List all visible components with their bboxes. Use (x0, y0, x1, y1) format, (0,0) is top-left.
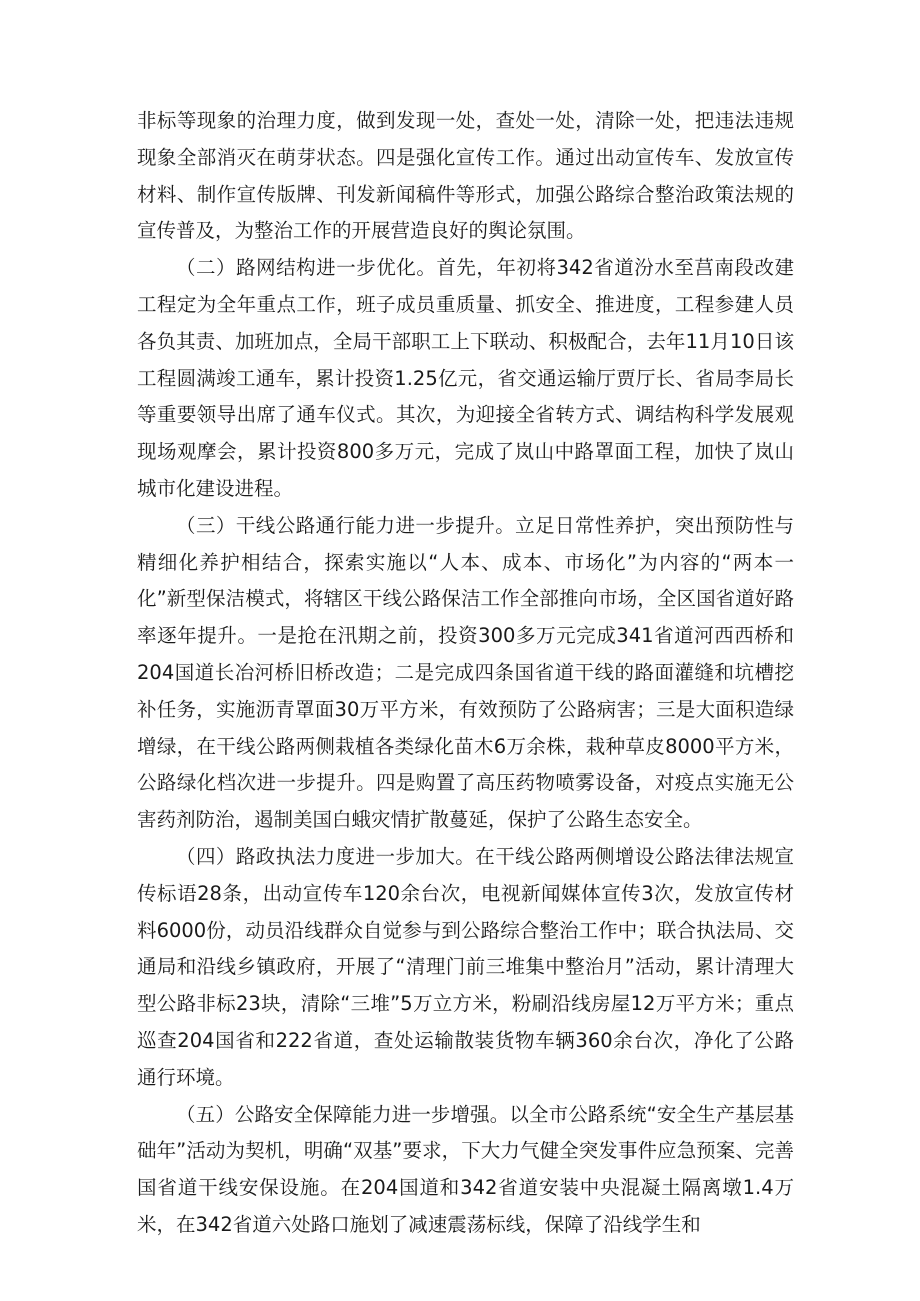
paragraph-safety: （五）公路安全保障能力进一步增强。以全市公路系统“安全生产基层基础年”活动为契机，明确“双基”要求，下大力气健全突发事件应急预案、完善国省道干线安保设施。在204国道和342省道安装中央混凝土隔离墩1.4万米，在342省道六处路口施划了减速震荡标线，保障了沿线学生和 (137, 1102, 794, 1236)
paragraph-continuation: 非标等现象的治理力度，做到发现一处，查处一处，清除一处，把违法违规现象全部消灭在萌芽状态。四是强化宣传工作。通过出动宣传车、发放宣传材料、制作宣传版牌、刊发新闻稿件等形式，加强公路综合整治政策法规的宣传普及，为整治工作的开展营造良好的舆论氛围。 (137, 109, 794, 243)
document-body (137, 103, 794, 1244)
paragraph-trunk-capacity: （三）干线公路通行能力进一步提升。立足日常性养护，突出预防性与精细化养护相结合，探索实施以“人本、成本、市场化”为内容的“两本一化”新型保洁模式，将辖区干线公路保洁工作全部推向市场，全区国省道好路率逐年提升。一是抢在汛期之前，投资300多万元完成341省道河西西桥和204国道长冶河桥旧桥改造；二是完成四条国省道干线的路面灌缝和坑槽挖补任务，实施沥青罩面30万平方米，有效预防了公路病害；三是大面积造绿增绿，在干线公路两侧栽植各类绿化苗木6万余株，栽种草皮8000平方米，公路绿化档次进一步提升。四是购置了高压药物喷雾设备，对疫点实施无公害药剂防治，遏制美国白蛾灾情扩散蔓延，保护了公路生态安全。 (137, 513, 794, 832)
paragraph-road-network: （二）路网结构进一步优化。首先，年初将342省道汾水至莒南段改建工程定为全年重点工作，班子成员重质量、抓安全、推进度，工程参建人员各负其责、加班加点，全局干部职工上下联动、积极配合，去年11月10日该工程圆满竣工通车，累计投资1.25亿元，省交通运输厅贾厅长、省局李局长等重要领导出席了通车仪式。其次，为迎接全省转方式、调结构科学发展观现场观摩会，累计投资800多万元，完成了岚山中路罩面工程，加快了岚山城市化建设进程。 (137, 256, 794, 500)
paragraph-law-enforcement: （四）路政执法力度进一步加大。在干线公路两侧增设公路法律法规宣传标语28条，出动宣传车120余台次，电视新闻媒体宣传3次，发放宣传材料6000份，动员沿线群众自觉参与到公路综合整治工作中；联合执法局、交通局和沿线乡镇政府，开展了“清理门前三堆集中整治月”活动，累计清理大型公路非标23块，清除“三堆”5万立方米，粉刷沿线房屋12万平方米；重点巡查204国省和222省道，查处运输散装货物车辆360余台次，净化了公路通行环境。 (137, 844, 794, 1089)
